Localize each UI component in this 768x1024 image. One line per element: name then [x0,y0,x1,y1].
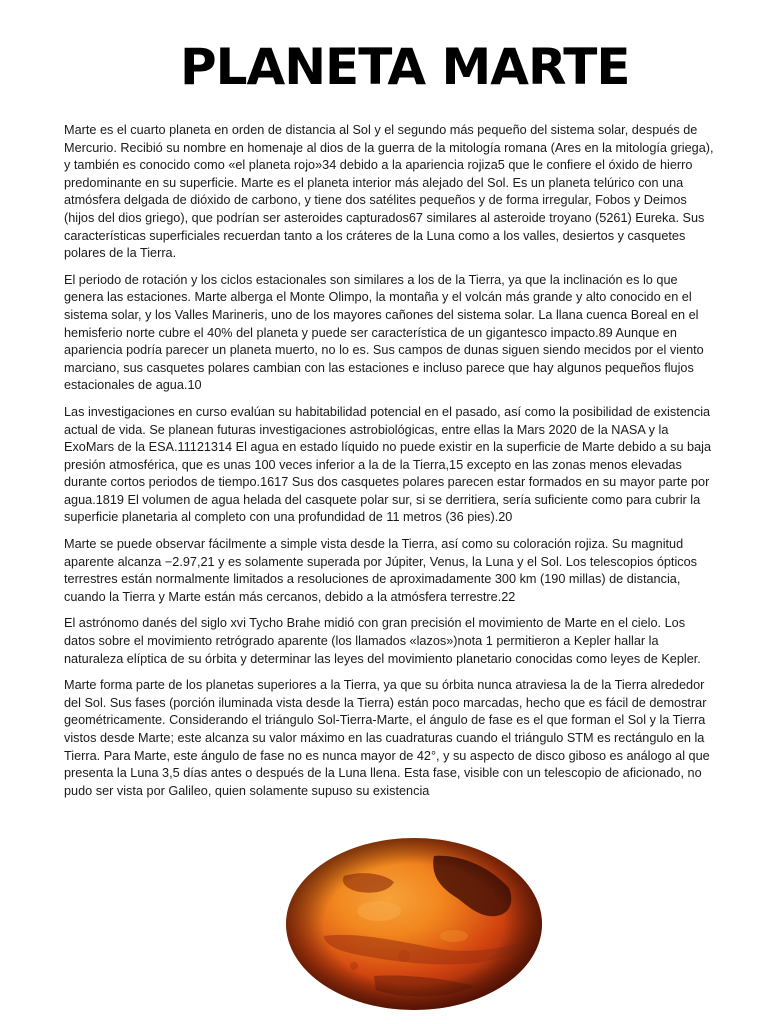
mars-planet-icon [284,836,544,1012]
paragraph-2: El periodo de rotación y los ciclos estacionales son similares a los de la Tierra, ya que la inclinación es lo que genera las estaciones. Marte alberga el Monte Olimpo, la montaña y el volcán más grande y alto conocido en el sistema solar, y los Valles Marineris, uno de los mayores cañones del sistema solar. La llana cuenca Boreal en el hemisferio norte cubre el 40% del planeta y puede ser característica de un gigantesco impacto.89 Aunque en apariencia podría parecer un planeta muerto, no lo es. Sus campos de dunas siguen siendo mecidos por el viento marciano, sus casquetes polares cambian con las estaciones e incluso parece que hay algunos pequeños flujos estacionales de agua.10 [64,272,704,393]
mars-image [284,836,544,1012]
paragraph-5: El astrónomo danés del siglo xvi Tycho Brahe midió con gran precisión el movimiento de Marte en el cielo. Los datos sobre el movimiento retrógrado aparente (los llamados «lazos»)nota 1 permitieron a Kepler hallar la naturaleza elíptica de su órbita y determinar las leyes del movimiento planetario conocidas como leyes de Kepler. [64,616,701,666]
paragraph-1: Marte es el cuarto planeta en orden de distancia al Sol y el segundo más pequeño del sistema solar, después de Mercurio. Recibió su nombre en homenaje al dios de la guerra de la mitología romana (Ares en la mitología griega), y también es conocido como «el planeta rojo»34 debido a la apariencia rojiza5 que le confiere el óxido de hierro predominante en su superficie. Marte es el planeta interior más alejado del Sol. Es un planeta telúrico con una atmósfera delgada de dióxido de carbono, y tiene dos satélites pequeños y de forma irregular, Fobos y Deimos (hijos del dios griego), que podrían ser asteroides capturados67 similares al asteroide troyano (5261) Eureka. Sus características superficiales recuerdan tanto a los cráteres de la Luna como a los valles, desiertos y casquetes polares de la Tierra. [64,123,714,261]
paragraph-3: Las investigaciones en curso evalúan su habitabilidad potencial en el pasado, así como la posibilidad de existencia actual de vida. Se planean futuras investigaciones astrobiológicas, entre ellas la Mars 2020 de la NASA y la ExoMars de la ESA.11121314 El agua en estado líquido no puede existir en la superficie de Marte debido a su baja presión atmosférica, que es unas 100 veces inferior a la de la Tierra,15 excepto en las zonas menos elevadas durante cortos periodos de tiempo.1617 Sus dos casquetes polares parecen estar formados en su mayor parte por agua.1819 El volumen de agua helada del casquete polar sur, si se derritiera, sería suficiente como para cubrir la superficie planetaria al completo con una profundidad de 11 metros (36 pies).20 [64,404,712,525]
document-body [64,122,716,809]
paragraph-6: Marte forma parte de los planetas superiores a la Tierra, ya que su órbita nunca atraviesa la de la Tierra alrededor del Sol. Sus fases (porción iluminada vista desde la Tierra) están poco marcadas, hecho que es fácil de demostrar geométricamente. Considerando el triángulo Sol-Tierra-Marte, el ángulo de fase es el que forman el Sol y la Tierra vistos desde Marte; este alcanza su valor máximo en las cuadraturas cuando el triángulo STM es rectángulo en la Tierra. Para Marte, este ángulo de fase no es nunca mayor de 42°, y su aspecto de disco giboso es análogo al que presenta la Luna 3,5 días antes o después de la Luna llena. Esta fase, visible con un telescopio de aficionado, no pudo ser vista por Galileo, quien solamente supuso su existencia [64,678,710,798]
paragraph-4: Marte se puede observar fácilmente a simple vista desde la Tierra, así como su coloración rojiza. Su magnitud aparente alcanza −2.97,21 y es solamente superada por Júpiter, Venus, la Luna y el Sol. Los telescopios ópticos terrestres están normalmente limitados a resoluciones de aproximadamente 300 km (190 millas) de distancia, cuando la Tierra y Marte están más cercanos, debido a la atmósfera terrestre.22 [64,537,698,604]
page-title: PLANETA MARTE [180,38,630,96]
